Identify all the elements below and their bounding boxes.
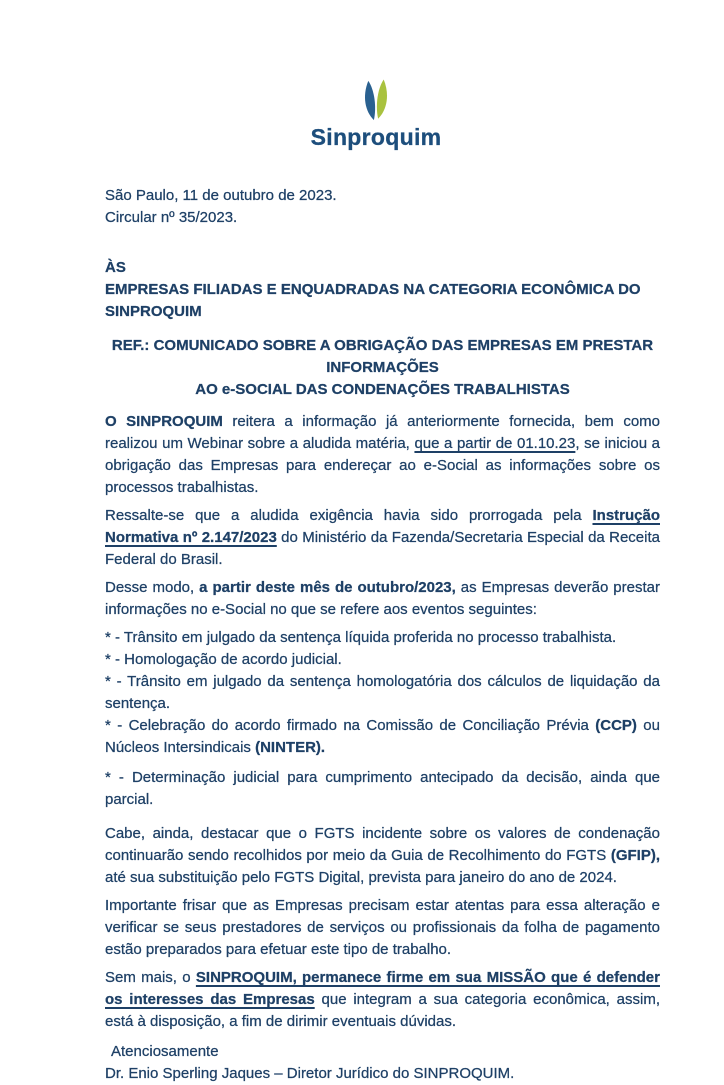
paragraph-determinacao xyxy=(105,767,660,811)
recipient-line: EMPRESAS FILIADAS E ENQUADRADAS NA CATEGORIA ECONÔMICA DO SINPROQUIM xyxy=(105,281,641,320)
date-line: São Paulo, 11 de outubro de 2023. xyxy=(105,187,337,204)
text-run: até sua substituição pelo FGTS Digital, prevista para janeiro do ano de 2024. xyxy=(105,869,617,886)
bullet-transito-homologatoria xyxy=(105,671,660,715)
text-run: Ressalte-se que a aludida exigência havia sido prorrogada pela xyxy=(105,507,593,524)
text-run: (CCP) xyxy=(595,717,637,734)
circular-number: Circular nº 35/2023. xyxy=(105,209,238,226)
text-run: que a partir de 01.10.23 xyxy=(414,435,576,452)
subject-line-2: AO e-SOCIAL DAS CONDENAÇÕES TRABALHISTAS xyxy=(195,381,570,398)
text-run: * - Celebração do acordo firmado na Comissão de Conciliação Prévia xyxy=(105,717,596,734)
text-run: (GFIP), xyxy=(610,847,660,864)
letter-body xyxy=(105,411,660,1085)
text-run: Atenciosamente xyxy=(111,1043,219,1060)
sinproquim-logo-icon xyxy=(355,78,397,123)
text-run: Instrução Normativa nº 2.147/2023 xyxy=(105,507,660,546)
text-run: Dr. Enio Sperling Jaques – Diretor Jurídico do SINPROQUIM. xyxy=(105,1065,515,1082)
text-run: SINPROQUIM, permanece firme em sua MISSÃO que é defender os interesses das Empresas xyxy=(105,969,660,1008)
text-run: (NINTER). xyxy=(255,739,326,756)
subject-line-1: REF.: COMUNICADO SOBRE A OBRIGAÇÃO DAS EMPRESAS EM PRESTAR INFORMAÇÕES xyxy=(111,337,654,376)
text-run: , se iniciou a obrigação das Empresas para endereçar ao e-Social as informações sobre os processos trabalhistas. xyxy=(105,435,660,496)
text-run: Desse modo, xyxy=(105,579,200,596)
recipient-salutation: ÀS xyxy=(105,259,126,276)
text-run: reitera a informação já anteriormente fornecida, bem como realizou um Webinar sobre a aludida matéria, xyxy=(105,413,660,452)
signature xyxy=(105,1063,660,1085)
text-run: O SINPROQUIM xyxy=(105,413,223,430)
closing xyxy=(105,1041,660,1063)
text-run: * - Determinação judicial para cumprimento antecipado da decisão, ainda que parcial. xyxy=(105,769,660,808)
paragraph-sem-mais xyxy=(105,967,660,1033)
date-block xyxy=(105,185,660,229)
text-run: * - Homologação de acordo judicial. xyxy=(105,651,342,668)
paragraph-fgts xyxy=(105,823,660,889)
bullet-celebracao xyxy=(105,715,660,759)
text-run: que integram a sua categoria econômica, assim, está à disposição, a fim de dirimir eventuais dúvidas. xyxy=(105,991,660,1030)
paragraph-ressalte xyxy=(105,505,660,571)
logo xyxy=(0,0,724,151)
text-run: a partir deste mês de outubro/2023, xyxy=(199,579,456,596)
text-run: ou Núcleos Intersindicais xyxy=(105,717,660,756)
paragraph-intro xyxy=(105,411,660,499)
brand-wordmark: Sinproquim xyxy=(310,124,442,150)
paragraph-importante xyxy=(105,895,660,961)
text-run: Cabe, ainda, destacar que o FGTS incidente sobre os valores de condenação continuarão sendo recolhidos por meio da Guia de Recolhimento do FGTS xyxy=(105,825,660,864)
letter-content xyxy=(0,185,724,1085)
text-run: Sem mais, o xyxy=(105,969,196,986)
bullet-homologacao xyxy=(105,649,660,671)
bullet-transito-liquida xyxy=(105,627,660,649)
recipient-block xyxy=(105,257,660,323)
text-run: do Ministério da Fazenda/Secretaria Especial da Receita Federal do Brasil. xyxy=(105,529,660,568)
text-run: Importante frisar que as Empresas precisam estar atentas para essa alteração e verificar se seus prestadores de serviços ou profissionais da folha de pagamento estão preparados para efetuar este tipo de trabalho. xyxy=(105,897,660,958)
text-run: as Empresas deverão prestar informações no e-Social no que se refere aos eventos seguintes: xyxy=(105,579,660,618)
text-run: * - Trânsito em julgado da sentença homologatória dos cálculos de liquidação da sentença. xyxy=(105,673,660,712)
text-run: * - Trânsito em julgado da sentença líquida proferida no processo trabalhista. xyxy=(105,629,617,646)
bullet-list xyxy=(105,627,660,759)
subject-block xyxy=(105,335,660,401)
paragraph-desse-modo xyxy=(105,577,660,621)
